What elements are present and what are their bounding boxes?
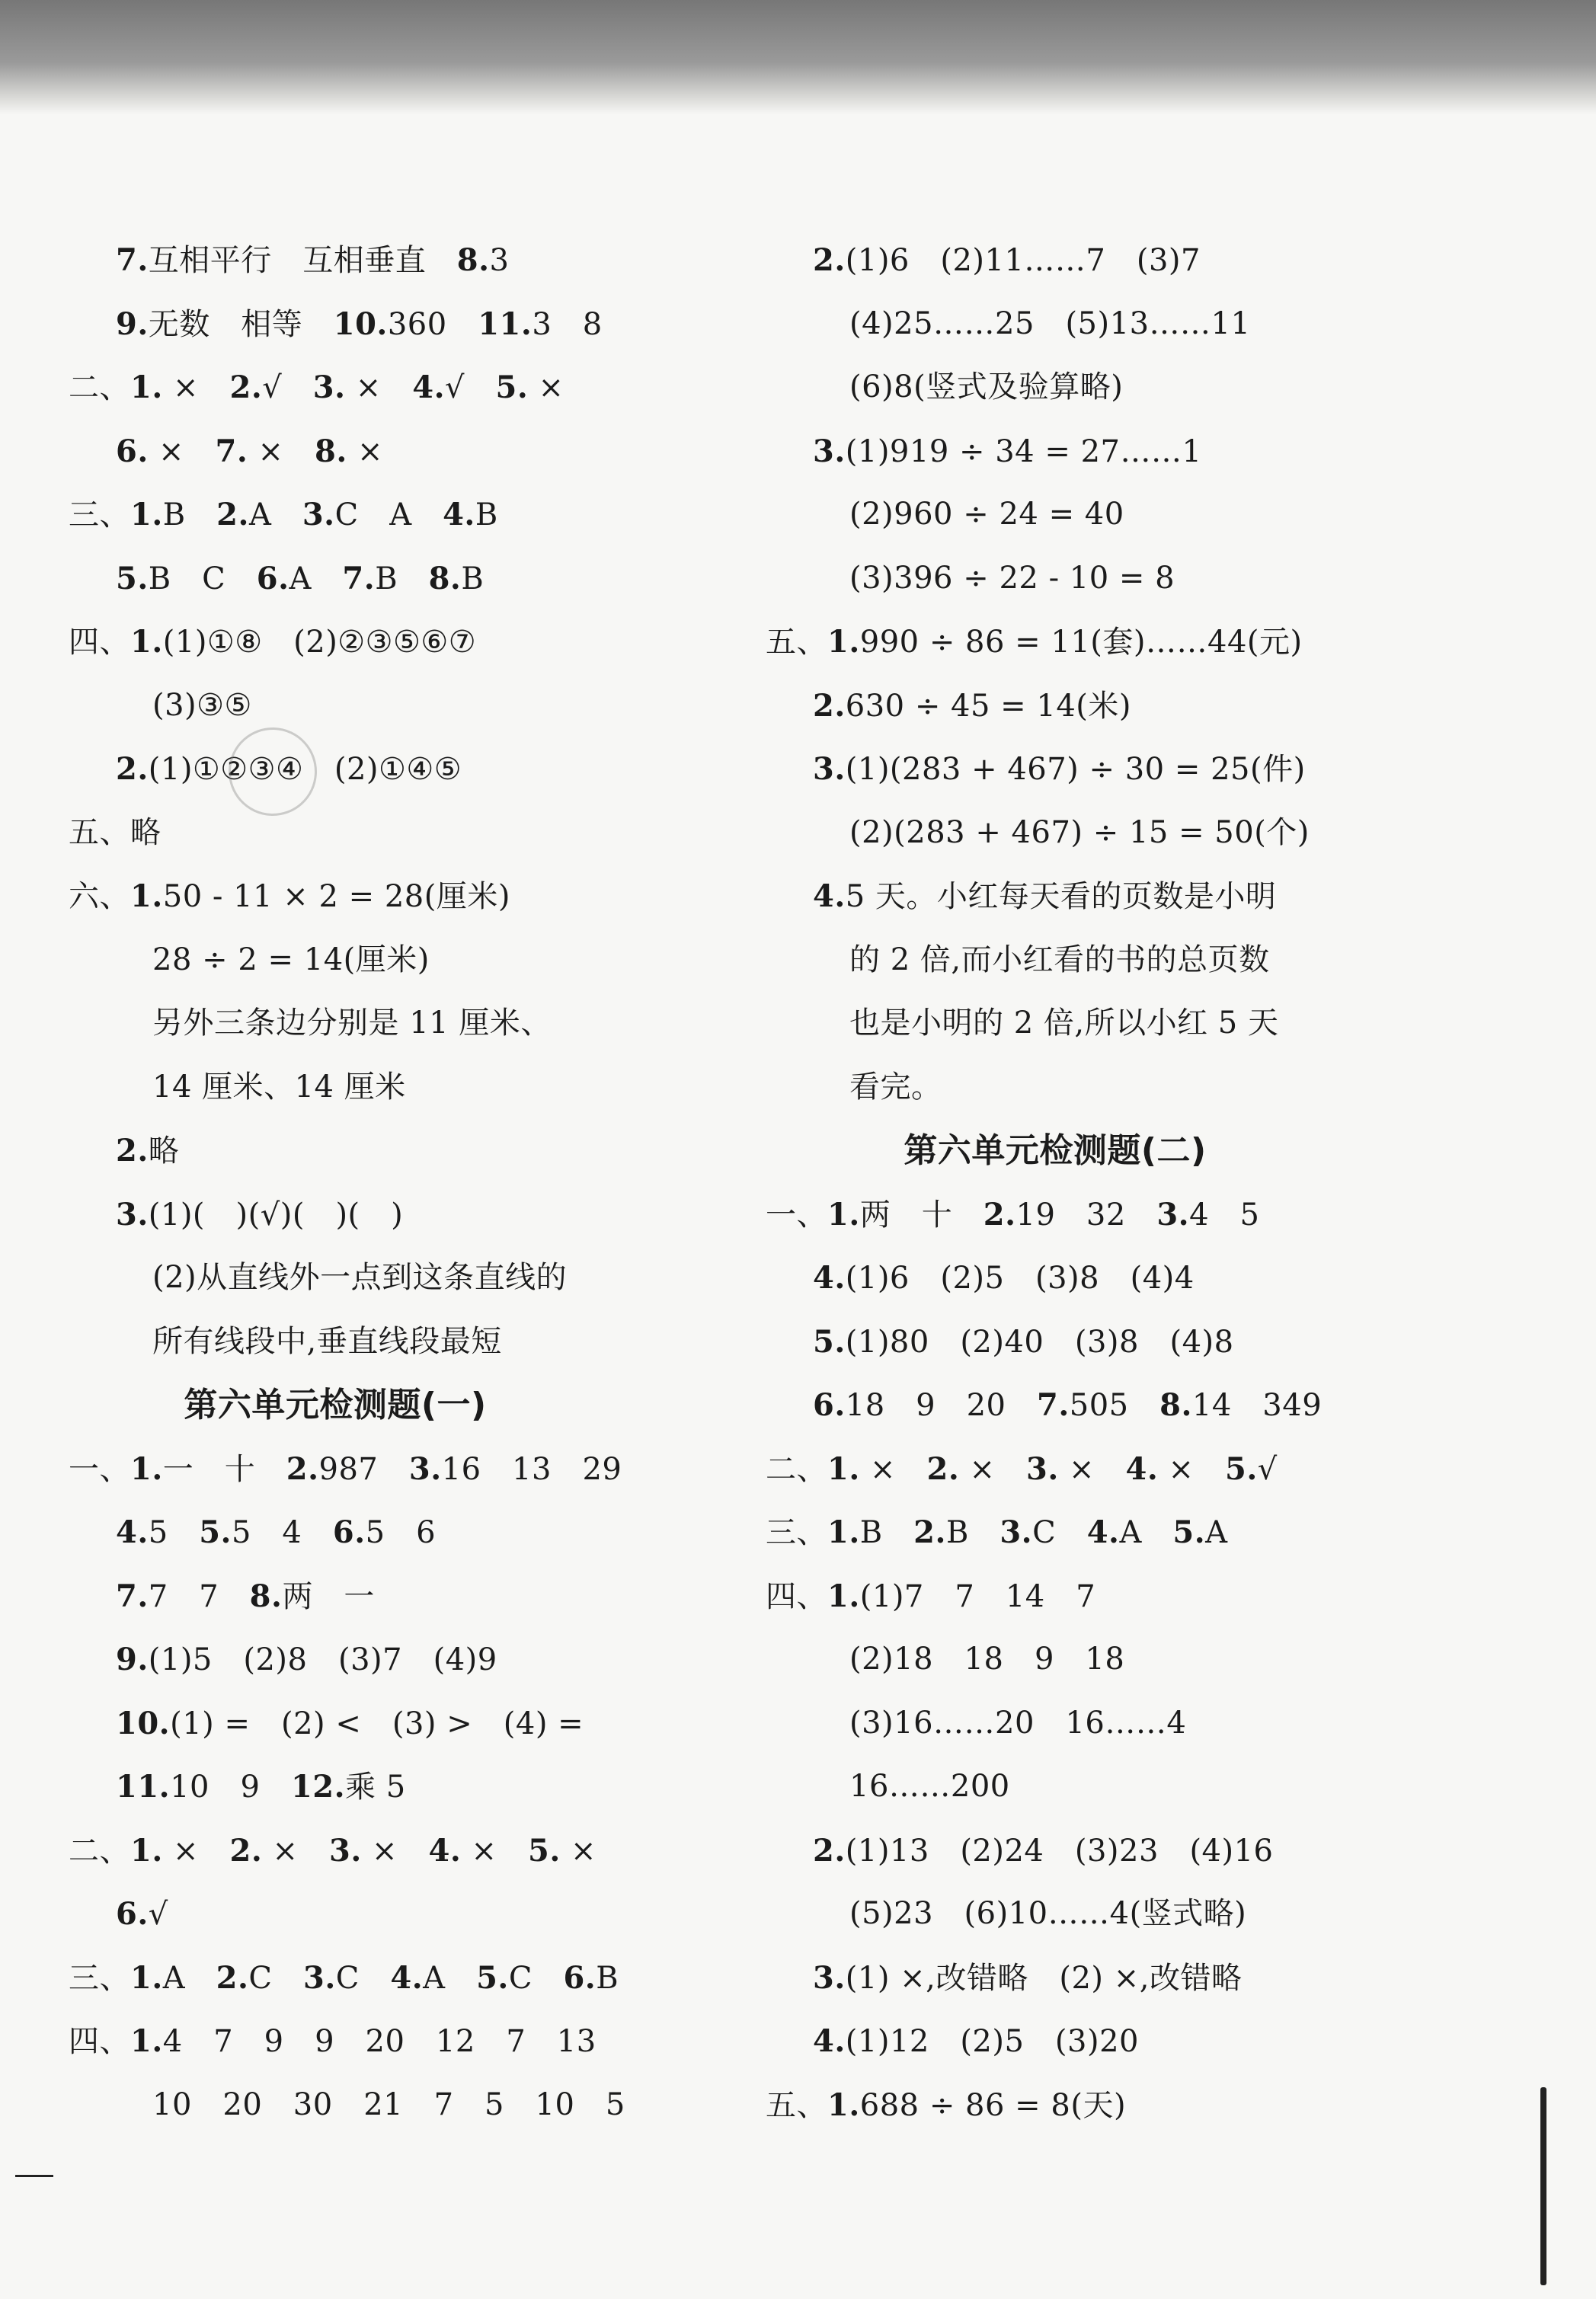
answer-text: × xyxy=(162,1833,230,1869)
answer-text: C xyxy=(248,1960,304,1996)
answer-text: 5 6 xyxy=(365,1515,437,1550)
answer-text: 7 7 xyxy=(148,1578,250,1614)
answer-line xyxy=(766,1819,1527,1883)
answer-text: 3 xyxy=(489,243,510,278)
answer-line xyxy=(766,610,1527,674)
question-number: 6. xyxy=(256,560,289,596)
answer-text: 4 5 xyxy=(1189,1197,1260,1233)
question-number: 10. xyxy=(333,305,388,342)
answer-text: 4 7 9 9 20 12 7 13 xyxy=(162,2024,597,2059)
answer-text: × xyxy=(560,1833,597,1869)
question-number: 6. xyxy=(813,1387,846,1423)
answer-line xyxy=(766,1373,1527,1437)
answer-line xyxy=(69,1310,754,1374)
answer-line xyxy=(69,1946,754,2010)
answer-line xyxy=(69,1692,754,1756)
answer-text: 630 ÷ 45 = 14(米) xyxy=(845,688,1132,724)
answer-text: C xyxy=(508,1960,564,1996)
question-number: 6. xyxy=(563,1959,597,1996)
question-number: 1. xyxy=(130,369,163,405)
answer-line xyxy=(766,1565,1527,1629)
question-number: 3. xyxy=(813,1959,846,1996)
answer-text: 16 13 29 xyxy=(441,1451,622,1487)
answer-text: B xyxy=(475,497,498,532)
question-number: 12. xyxy=(290,1769,346,1805)
question-number: 5. xyxy=(1172,1514,1206,1550)
answer-text: (1)7 7 14 7 xyxy=(859,1578,1096,1614)
answer-text: B xyxy=(461,561,485,596)
answer-text: (1) ×,改错略 (2) ×,改错略 xyxy=(845,1960,1243,1996)
answer-line xyxy=(69,2010,754,2074)
answer-text: 二、 xyxy=(69,1833,130,1869)
question-number: 2. xyxy=(229,1832,263,1869)
answer-line xyxy=(766,865,1527,929)
question-number: 3. xyxy=(813,433,846,469)
answer-text: C xyxy=(335,1960,391,1996)
question-number: 7. xyxy=(116,1578,149,1614)
answer-text: 略 xyxy=(148,1134,180,1169)
question-number: 1. xyxy=(827,1578,860,1614)
answer-text: 10 9 xyxy=(170,1770,291,1805)
answer-text: (1)6 (2)5 (3)8 (4)4 xyxy=(845,1261,1195,1296)
answer-text: (4)25……25 (5)13……11 xyxy=(849,305,1251,341)
answer-text: 四、 xyxy=(69,625,130,660)
question-number: 2. xyxy=(983,1196,1016,1233)
answer-line xyxy=(69,801,754,865)
question-number: 5. xyxy=(528,1832,561,1869)
answer-text: 也是小明的 2 倍,所以小红 5 天 xyxy=(849,1006,1279,1041)
answer-text: × xyxy=(859,1451,927,1487)
answer-line xyxy=(766,1501,1527,1565)
answer-text: (3)396 ÷ 22 - 10 = 8 xyxy=(849,560,1175,596)
answer-line xyxy=(69,610,754,674)
answer-text: 一 十 xyxy=(162,1451,286,1487)
question-number: 1. xyxy=(827,624,860,660)
question-number: 9. xyxy=(116,305,149,342)
answer-line xyxy=(766,420,1527,484)
answer-line xyxy=(766,1310,1527,1374)
question-number: 4. xyxy=(813,878,846,914)
answer-text: 688 ÷ 86 = 8(天) xyxy=(859,2087,1127,2123)
question-number: 1. xyxy=(130,878,163,914)
answer-text: (2)从直线外一点到这条直线的 xyxy=(152,1260,568,1295)
question-number: 1. xyxy=(827,2086,860,2123)
left-answer-column xyxy=(69,229,754,2137)
question-number: 5. xyxy=(813,1323,846,1360)
answer-line xyxy=(69,1565,754,1629)
answer-line xyxy=(69,229,754,293)
question-number: 5. xyxy=(1225,1450,1258,1487)
answer-text: √ xyxy=(445,370,496,405)
question-number: 1. xyxy=(130,2023,163,2059)
answer-line xyxy=(69,2074,754,2138)
section-title: 第六单元检测题(一) xyxy=(184,1386,487,1424)
question-number: 1. xyxy=(827,1450,860,1487)
answer-text: (5)23 (6)10……4(竖式略) xyxy=(849,1896,1247,1931)
question-number: 2. xyxy=(813,242,846,278)
answer-line xyxy=(766,2074,1527,2138)
answer-text: (1)919 ÷ 34 = 27……1 xyxy=(845,433,1202,469)
answer-line xyxy=(69,547,754,611)
answer-text: 四、 xyxy=(69,2024,130,2059)
answer-text: × xyxy=(162,370,230,405)
answer-line xyxy=(766,1946,1527,2010)
answer-line xyxy=(766,483,1527,547)
question-number: 11. xyxy=(116,1769,171,1805)
question-number: 3. xyxy=(116,1196,149,1233)
question-number: 3. xyxy=(1156,1196,1190,1233)
scan-top-shadow xyxy=(0,0,1596,114)
answer-line xyxy=(766,1246,1527,1310)
answer-text: C A xyxy=(334,497,443,532)
question-number: 5. xyxy=(495,369,529,405)
question-number: 4. xyxy=(116,1514,149,1550)
answer-text: 3 8 xyxy=(532,306,603,342)
question-number: 2. xyxy=(813,1832,846,1869)
answer-line xyxy=(69,1628,754,1692)
question-number: 1. xyxy=(827,1196,860,1233)
answer-text: A xyxy=(1205,1515,1228,1550)
answer-text: 四、 xyxy=(766,1578,827,1614)
question-number: 1. xyxy=(130,1450,163,1487)
answer-text: × xyxy=(1158,1451,1225,1487)
question-number: 2. xyxy=(116,1133,149,1169)
answer-line xyxy=(766,1882,1527,1946)
answer-text: 50 - 11 × 2 = 28(厘米) xyxy=(162,879,510,914)
answer-text: 一、 xyxy=(766,1197,827,1233)
answer-text: 看完。 xyxy=(849,1069,942,1105)
answer-text: 两 一 xyxy=(282,1578,375,1614)
answer-text: A xyxy=(1119,1515,1173,1550)
answer-line xyxy=(69,1501,754,1565)
answer-line xyxy=(766,1437,1527,1501)
question-number: 6. xyxy=(116,433,149,469)
answer-text: 所有线段中,垂直线段最短 xyxy=(152,1323,502,1359)
question-number: 8. xyxy=(428,560,462,596)
question-number: 6. xyxy=(332,1514,366,1550)
question-number: 4. xyxy=(813,2023,846,2059)
section-title: 第六单元检测题(二) xyxy=(904,1131,1207,1170)
question-number: 4. xyxy=(813,1260,846,1296)
answer-text: (1)①②③④ (2)①④⑤ xyxy=(148,752,462,787)
answer-text: 5 天。小红每天看的页数是小明 xyxy=(845,879,1277,914)
question-number: 2. xyxy=(229,369,263,405)
question-number: 3. xyxy=(303,1959,336,1996)
answer-line xyxy=(69,420,754,484)
answer-line xyxy=(69,356,754,420)
answer-line xyxy=(766,547,1527,611)
question-number: 8. xyxy=(1159,1387,1192,1423)
answer-text: B C xyxy=(148,561,257,596)
question-number: 2. xyxy=(813,687,846,724)
answer-text: 无数 相等 xyxy=(148,306,334,342)
answer-text: C xyxy=(1032,1515,1087,1550)
answer-text: 两 十 xyxy=(859,1197,984,1233)
answer-line xyxy=(69,992,754,1056)
answer-line xyxy=(69,1183,754,1247)
question-number: 5. xyxy=(476,1959,509,1996)
answer-text: (3)③⑤ xyxy=(152,687,252,723)
answer-text: 360 xyxy=(387,306,478,342)
question-number: 1. xyxy=(827,1514,860,1550)
question-number: 11. xyxy=(478,305,533,342)
question-number: 2. xyxy=(216,497,249,532)
question-number: 4. xyxy=(1125,1450,1159,1487)
answer-line xyxy=(766,801,1527,865)
question-number: 4. xyxy=(390,1959,424,1996)
answer-text: (3)16……20 16……4 xyxy=(849,1705,1187,1741)
answer-line xyxy=(766,929,1527,993)
answer-text: 5 xyxy=(148,1515,200,1550)
answer-text: 14 349 xyxy=(1191,1388,1323,1423)
answer-text: (1)6 (2)11……7 (3)7 xyxy=(845,243,1201,278)
answer-line xyxy=(766,356,1527,420)
answer-line xyxy=(69,483,754,547)
answer-text: 三、 xyxy=(69,497,130,532)
answer-text: × xyxy=(148,433,216,469)
answer-text: × xyxy=(347,433,383,469)
answer-line xyxy=(766,2010,1527,2074)
question-number: 2. xyxy=(216,1959,249,1996)
question-number: 7. xyxy=(1037,1387,1070,1423)
answer-line xyxy=(766,992,1527,1056)
question-number: 4. xyxy=(412,369,446,405)
answer-text: 505 xyxy=(1069,1388,1160,1423)
answer-line xyxy=(766,674,1527,738)
answer-text: (2)(283 + 467) ÷ 15 = 50(个) xyxy=(849,814,1310,850)
answer-text: × xyxy=(345,370,413,405)
answer-text: B xyxy=(596,1960,619,1996)
question-number: 8. xyxy=(315,433,347,469)
question-number: 5. xyxy=(199,1514,232,1550)
question-number: 3. xyxy=(329,1832,362,1869)
answer-text: 三、 xyxy=(69,1960,130,1996)
question-number: 3. xyxy=(302,497,335,532)
answer-text: 三、 xyxy=(766,1515,827,1550)
answer-text: A xyxy=(289,561,343,596)
question-number: 6. xyxy=(116,1896,149,1932)
question-number: 3. xyxy=(1026,1450,1059,1487)
question-number: 9. xyxy=(116,1642,149,1677)
answer-text: × xyxy=(1058,1451,1126,1487)
question-number: 2. xyxy=(913,1514,946,1550)
answer-text: 互相平行 互相垂直 xyxy=(148,243,457,278)
answer-text: A xyxy=(162,1960,216,1996)
question-number: 2. xyxy=(926,1450,960,1487)
answer-text: 二、 xyxy=(69,370,130,405)
answer-text: 乘 5 xyxy=(345,1770,406,1805)
answer-text: 10 20 30 21 7 5 10 5 xyxy=(152,2086,625,2122)
right-answer-column xyxy=(766,229,1527,2137)
answer-text: (1)①⑧ (2)②③⑤⑥⑦ xyxy=(162,625,477,660)
answer-line xyxy=(766,1692,1527,1756)
answer-text: (6)8(竖式及验算略) xyxy=(849,369,1124,404)
question-number: 1. xyxy=(130,497,163,532)
answer-line xyxy=(69,1755,754,1819)
question-number: 7. xyxy=(215,433,248,469)
answer-text: × xyxy=(461,1833,528,1869)
answer-text: 的 2 倍,而小红看的书的总页数 xyxy=(849,942,1270,977)
answer-line xyxy=(69,929,754,993)
answer-text: 18 9 20 xyxy=(845,1388,1038,1423)
answer-text: (2)18 18 9 18 xyxy=(849,1642,1125,1677)
answer-text: √ xyxy=(1257,1451,1278,1487)
answer-text: 六、 xyxy=(69,879,130,914)
answer-text: (1)5 (2)8 (3)7 (4)9 xyxy=(148,1642,497,1677)
answer-text: 14 厘米、14 厘米 xyxy=(152,1069,406,1105)
answer-line xyxy=(69,737,754,801)
question-number: 3. xyxy=(999,1514,1033,1550)
answer-line xyxy=(69,1119,754,1183)
answer-text: 五、 xyxy=(766,2087,827,2123)
answer-text: √ xyxy=(148,1897,168,1932)
answer-text: (1)80 (2)40 (3)8 (4)8 xyxy=(845,1324,1234,1360)
answer-text: B xyxy=(375,561,429,596)
answer-line xyxy=(766,737,1527,801)
answer-text: (2)960 ÷ 24 = 40 xyxy=(849,497,1124,532)
answer-text: B xyxy=(162,497,217,532)
answer-text: × xyxy=(262,1833,329,1869)
answer-text: √ xyxy=(262,370,313,405)
answer-text: × xyxy=(361,1833,429,1869)
question-number: 2. xyxy=(286,1450,319,1487)
answer-line xyxy=(766,229,1527,293)
answer-text: (1)( )(√)( )( ) xyxy=(148,1197,404,1233)
answer-text: (1)12 (2)5 (3)20 xyxy=(845,2024,1139,2059)
answer-text: A xyxy=(248,497,302,532)
answer-line xyxy=(69,1056,754,1120)
answer-line xyxy=(69,865,754,929)
question-number: 4. xyxy=(1086,1514,1120,1550)
answer-line xyxy=(69,293,754,357)
answer-line xyxy=(69,674,754,738)
question-number: 7. xyxy=(342,560,376,596)
answer-line xyxy=(69,1246,754,1310)
question-number: 7. xyxy=(116,242,149,278)
answer-text: (1)(283 + 467) ÷ 30 = 25(件) xyxy=(845,752,1306,787)
answer-text: B xyxy=(859,1515,914,1550)
question-number: 1. xyxy=(130,624,163,660)
question-number: 3. xyxy=(312,369,346,405)
question-number: 1. xyxy=(130,1959,163,1996)
answer-text: 990 ÷ 86 = 11(套)……44(元) xyxy=(859,625,1303,660)
answer-text: A xyxy=(423,1960,477,1996)
answer-text: (1) = (2) < (3) > (4) = xyxy=(170,1706,584,1741)
answer-text: × xyxy=(248,433,315,469)
answer-text: 二、 xyxy=(766,1451,827,1487)
answer-line xyxy=(766,1628,1527,1692)
question-number: 8. xyxy=(249,1578,283,1614)
answer-line xyxy=(766,293,1527,357)
answer-text: 五、 xyxy=(766,625,827,660)
question-number: 2. xyxy=(116,751,149,787)
question-number: 10. xyxy=(116,1705,171,1741)
question-number: 4. xyxy=(428,1832,462,1869)
question-number: 3. xyxy=(408,1450,442,1487)
question-number: 8. xyxy=(456,242,490,278)
answer-text: × xyxy=(959,1451,1026,1487)
answer-line xyxy=(766,1183,1527,1247)
answer-text: 5 4 xyxy=(231,1515,333,1550)
question-number: 4. xyxy=(443,497,475,532)
answer-text: 28 ÷ 2 = 14(厘米) xyxy=(152,942,430,977)
answer-text: 一、 xyxy=(69,1451,130,1487)
answer-text: 19 32 xyxy=(1015,1197,1157,1233)
answer-line xyxy=(69,1437,754,1501)
answer-text: 五、略 xyxy=(69,814,162,850)
answer-text: B xyxy=(945,1515,1000,1550)
answer-text: 16……200 xyxy=(849,1769,1010,1804)
answer-text: 987 xyxy=(318,1451,409,1487)
answer-line xyxy=(69,1882,754,1946)
answer-line xyxy=(69,1819,754,1883)
answer-line xyxy=(766,1755,1527,1819)
question-number: 1. xyxy=(130,1832,163,1869)
answer-text: (1)13 (2)24 (3)23 (4)16 xyxy=(845,1833,1274,1869)
question-number: 5. xyxy=(116,560,149,596)
scan-edge-mark xyxy=(1540,2087,1546,2285)
answer-text: × xyxy=(528,370,565,405)
question-number: 3. xyxy=(813,751,846,787)
answer-line xyxy=(766,1056,1527,1120)
answer-text: 另外三条边分别是 11 厘米、 xyxy=(152,1006,552,1041)
page-corner-rule xyxy=(15,2175,53,2177)
